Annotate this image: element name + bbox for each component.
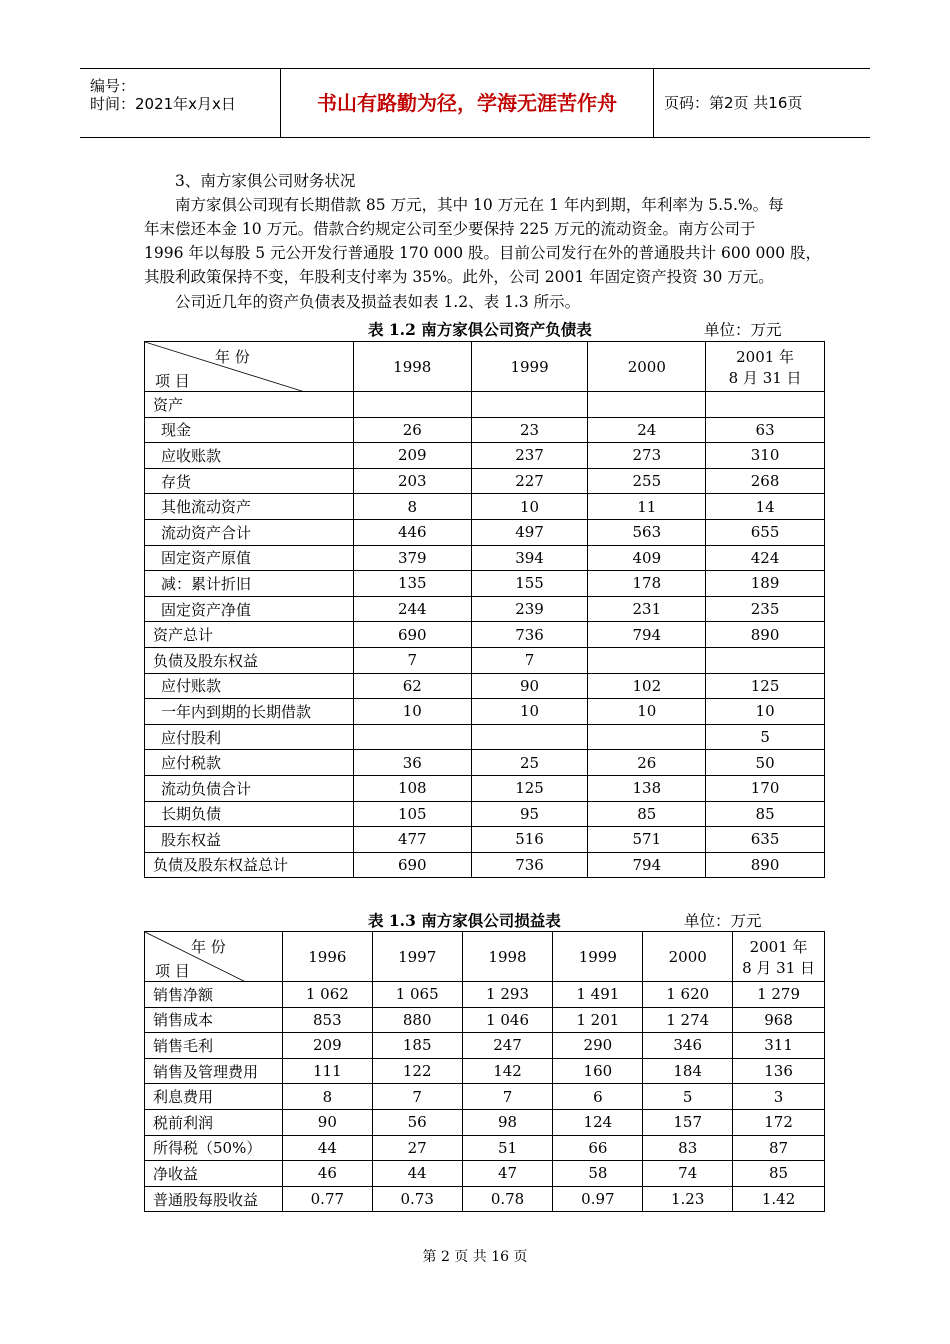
value-cell: 11 [588, 494, 706, 520]
table-row [145, 982, 825, 1008]
row-label: 负债及股东权益 [145, 647, 354, 673]
value-cell: 10 [706, 699, 825, 725]
row-label: 长期负债 [145, 801, 354, 827]
table-row [145, 443, 825, 469]
header-left-cell [80, 69, 281, 137]
doc-number-label: 编号： [90, 77, 136, 95]
value-cell: 1.42 [733, 1186, 825, 1212]
row-label: 应收账款 [145, 443, 354, 469]
value-cell: 311 [733, 1033, 825, 1059]
value-cell: 24 [588, 417, 706, 443]
value-cell: 0.73 [372, 1186, 462, 1212]
table-row [145, 1007, 825, 1033]
value-cell: 227 [471, 468, 588, 494]
value-cell: 178 [588, 571, 706, 597]
value-cell: 1 201 [553, 1007, 643, 1033]
year-line: 8 月 31 日 [728, 368, 802, 387]
year-header [733, 932, 825, 982]
value-cell: 10 [471, 494, 588, 520]
value-cell [471, 724, 588, 750]
value-cell: 379 [353, 545, 471, 571]
value-cell: 1 293 [462, 982, 553, 1008]
value-cell: 209 [282, 1033, 372, 1059]
value-cell: 90 [471, 673, 588, 699]
year-header: 1998 [462, 932, 553, 982]
value-cell: 1 046 [462, 1007, 553, 1033]
diag-year-label: 年 份 [215, 348, 250, 366]
value-cell [588, 392, 706, 418]
row-label: 资产总计 [145, 622, 354, 648]
page-footer: 第 2 页 共 16 页 [422, 1249, 528, 1265]
year-line: 8 月 31 日 [742, 958, 816, 977]
value-cell: 1 279 [733, 982, 825, 1008]
value-cell: 170 [706, 775, 825, 801]
table-row [145, 596, 825, 622]
value-cell: 209 [353, 443, 471, 469]
value-cell: 83 [643, 1135, 733, 1161]
table-row [145, 724, 825, 750]
row-label: 一年内到期的长期借款 [145, 699, 354, 725]
row-label: 固定资产原值 [145, 545, 354, 571]
row-label: 股东权益 [145, 827, 354, 853]
diag-year-label: 年 份 [191, 938, 226, 956]
row-label: 存货 [145, 468, 354, 494]
table-row [145, 673, 825, 699]
row-label: 所得税（50%） [145, 1135, 283, 1161]
value-cell: 157 [643, 1109, 733, 1135]
table-row [145, 1109, 825, 1135]
value-cell: 58 [553, 1161, 643, 1187]
doc-time-label: 时间：2021年x月x日 [90, 95, 236, 113]
income-statement-table [144, 931, 825, 1212]
table-row [145, 519, 825, 545]
row-label: 固定资产净值 [145, 596, 354, 622]
value-cell: 853 [282, 1007, 372, 1033]
value-cell: 102 [588, 673, 706, 699]
value-cell: 44 [372, 1161, 462, 1187]
value-cell: 890 [706, 622, 825, 648]
year-header: 2000 [643, 932, 733, 982]
page-header [80, 68, 870, 138]
value-cell: 1.23 [643, 1186, 733, 1212]
value-cell: 7 [462, 1084, 553, 1110]
value-cell: 23 [471, 417, 588, 443]
value-cell [588, 724, 706, 750]
value-cell: 310 [706, 443, 825, 469]
value-cell: 27 [372, 1135, 462, 1161]
table-row [145, 1058, 825, 1084]
row-label: 销售毛利 [145, 1033, 283, 1059]
row-label: 应付税款 [145, 750, 354, 776]
table13-unit: 单位：万元 [684, 912, 762, 930]
value-cell: 10 [471, 699, 588, 725]
value-cell [706, 647, 825, 673]
value-cell: 290 [553, 1033, 643, 1059]
year-header: 1999 [553, 932, 643, 982]
value-cell: 446 [353, 519, 471, 545]
value-cell: 409 [588, 545, 706, 571]
value-cell: 10 [353, 699, 471, 725]
year-header: 1999 [471, 342, 588, 392]
year-header: 1997 [372, 932, 462, 982]
row-label: 净收益 [145, 1161, 283, 1187]
table-row [145, 1033, 825, 1059]
value-cell: 172 [733, 1109, 825, 1135]
table-row [145, 827, 825, 853]
value-cell [471, 392, 588, 418]
diag-item-label: 项 目 [155, 962, 190, 980]
diag-item-label: 项 目 [155, 372, 190, 390]
table-row [145, 392, 825, 418]
value-cell: 273 [588, 443, 706, 469]
value-cell: 0.78 [462, 1186, 553, 1212]
paragraph-line: 公司近几年的资产负债表及损益表如表 1.2、表 1.3 所示。 [175, 293, 581, 311]
value-cell [353, 392, 471, 418]
value-cell [353, 724, 471, 750]
value-cell: 142 [462, 1058, 553, 1084]
value-cell: 880 [372, 1007, 462, 1033]
value-cell: 239 [471, 596, 588, 622]
value-cell: 794 [588, 622, 706, 648]
value-cell: 736 [471, 852, 588, 878]
value-cell: 5 [706, 724, 825, 750]
row-label: 流动资产合计 [145, 519, 354, 545]
row-label: 利息费用 [145, 1084, 283, 1110]
value-cell: 890 [706, 852, 825, 878]
value-cell: 124 [553, 1109, 643, 1135]
value-cell: 1 062 [282, 982, 372, 1008]
table-row [145, 468, 825, 494]
value-cell: 125 [471, 775, 588, 801]
paragraph-line: 1996 年以每股 5 元公开发行普通股 170 000 股。目前公司发行在外的普通股共计 600 000 股， [144, 244, 821, 262]
table-row [145, 1135, 825, 1161]
value-cell: 135 [353, 571, 471, 597]
value-cell: 44 [282, 1135, 372, 1161]
value-cell: 255 [588, 468, 706, 494]
value-cell: 655 [706, 519, 825, 545]
table-row [145, 1161, 825, 1187]
value-cell: 36 [353, 750, 471, 776]
value-cell: 136 [733, 1058, 825, 1084]
value-cell: 26 [353, 417, 471, 443]
paragraph-line: 其股利政策保持不变，年股利支付率为 35%。此外，公司 2001 年固定资产投资 30 万元。 [144, 268, 774, 286]
value-cell: 111 [282, 1058, 372, 1084]
value-cell: 7 [471, 647, 588, 673]
value-cell: 85 [733, 1161, 825, 1187]
paragraph-line: 南方家俱公司现有长期借款 85 万元，其中 10 万元在 1 年内到期，年利率为 5.5.%。每 [175, 196, 784, 214]
value-cell: 394 [471, 545, 588, 571]
row-label: 销售净额 [145, 982, 283, 1008]
value-cell: 105 [353, 801, 471, 827]
value-cell: 87 [733, 1135, 825, 1161]
value-cell: 635 [706, 827, 825, 853]
section-heading: 3、南方家俱公司财务状况 [175, 172, 356, 190]
header-motto: 书山有路勤为径，学海无涯苦作舟 [281, 69, 654, 137]
value-cell: 7 [353, 647, 471, 673]
row-label: 减：累计折旧 [145, 571, 354, 597]
row-label: 现金 [145, 417, 354, 443]
year-header: 1998 [353, 342, 471, 392]
balance-sheet-table [144, 341, 825, 878]
value-cell: 203 [353, 468, 471, 494]
value-cell [588, 647, 706, 673]
table-row [145, 699, 825, 725]
value-cell: 74 [643, 1161, 733, 1187]
year-header [706, 342, 825, 392]
value-cell: 968 [733, 1007, 825, 1033]
value-cell: 231 [588, 596, 706, 622]
value-cell: 497 [471, 519, 588, 545]
value-cell: 1 620 [643, 982, 733, 1008]
row-label: 应付账款 [145, 673, 354, 699]
value-cell: 14 [706, 494, 825, 520]
value-cell: 346 [643, 1033, 733, 1059]
value-cell: 155 [471, 571, 588, 597]
value-cell: 0.97 [553, 1186, 643, 1212]
table-row [145, 647, 825, 673]
value-cell: 5 [643, 1084, 733, 1110]
value-cell: 138 [588, 775, 706, 801]
header-page-label: 页码：第2页 共16页 [664, 94, 803, 112]
value-cell: 247 [462, 1033, 553, 1059]
year-header: 2000 [588, 342, 706, 392]
table-row [145, 1084, 825, 1110]
year-header: 1996 [282, 932, 372, 982]
row-label: 其他流动资产 [145, 494, 354, 520]
table-row [145, 852, 825, 878]
value-cell: 90 [282, 1109, 372, 1135]
table-row [145, 494, 825, 520]
row-label: 销售及管理费用 [145, 1058, 283, 1084]
table12-unit: 单位：万元 [704, 321, 782, 339]
value-cell: 46 [282, 1161, 372, 1187]
value-cell: 10 [588, 699, 706, 725]
year-line: 2001 年 [736, 347, 795, 366]
value-cell: 62 [353, 673, 471, 699]
value-cell: 736 [471, 622, 588, 648]
value-cell: 1 065 [372, 982, 462, 1008]
value-cell: 160 [553, 1058, 643, 1084]
table-header-row [145, 342, 825, 392]
year-line: 2001 年 [749, 937, 808, 956]
table-row [145, 801, 825, 827]
row-label: 税前利润 [145, 1109, 283, 1135]
row-label: 应付股利 [145, 724, 354, 750]
value-cell: 690 [353, 622, 471, 648]
row-label: 资产 [145, 392, 354, 418]
value-cell: 563 [588, 519, 706, 545]
value-cell: 125 [706, 673, 825, 699]
value-cell: 185 [372, 1033, 462, 1059]
table12-caption: 表 1.2 南方家俱公司资产负债表 [368, 320, 592, 339]
value-cell: 0.77 [282, 1186, 372, 1212]
diagonal-header-cell [145, 342, 354, 392]
value-cell: 122 [372, 1058, 462, 1084]
table-row [145, 417, 825, 443]
value-cell: 66 [553, 1135, 643, 1161]
row-label: 流动负债合计 [145, 775, 354, 801]
row-label: 普通股每股收益 [145, 1186, 283, 1212]
row-label: 销售成本 [145, 1007, 283, 1033]
value-cell: 8 [353, 494, 471, 520]
value-cell: 690 [353, 852, 471, 878]
value-cell: 184 [643, 1058, 733, 1084]
value-cell: 6 [553, 1084, 643, 1110]
value-cell: 63 [706, 417, 825, 443]
diagonal-header-cell [145, 932, 283, 982]
value-cell: 108 [353, 775, 471, 801]
value-cell: 85 [706, 801, 825, 827]
table-row [145, 545, 825, 571]
table-row [145, 775, 825, 801]
value-cell: 244 [353, 596, 471, 622]
value-cell: 516 [471, 827, 588, 853]
table-header-row [145, 932, 825, 982]
table-row [145, 571, 825, 597]
table-row [145, 622, 825, 648]
value-cell: 424 [706, 545, 825, 571]
value-cell: 47 [462, 1161, 553, 1187]
value-cell: 95 [471, 801, 588, 827]
value-cell: 85 [588, 801, 706, 827]
value-cell: 25 [471, 750, 588, 776]
value-cell: 189 [706, 571, 825, 597]
value-cell: 235 [706, 596, 825, 622]
value-cell: 477 [353, 827, 471, 853]
value-cell: 794 [588, 852, 706, 878]
value-cell: 50 [706, 750, 825, 776]
table13-caption: 表 1.3 南方家俱公司损益表 [368, 911, 561, 930]
table-row [145, 750, 825, 776]
value-cell: 268 [706, 468, 825, 494]
value-cell: 1 491 [553, 982, 643, 1008]
value-cell: 571 [588, 827, 706, 853]
value-cell: 51 [462, 1135, 553, 1161]
value-cell: 237 [471, 443, 588, 469]
value-cell [706, 392, 825, 418]
row-label: 负债及股东权益总计 [145, 852, 354, 878]
paragraph-line: 年末偿还本金 10 万元。借款合约规定公司至少要保持 225 万元的流动资金。南方公司于 [144, 220, 756, 238]
value-cell: 98 [462, 1109, 553, 1135]
value-cell: 7 [372, 1084, 462, 1110]
value-cell: 3 [733, 1084, 825, 1110]
value-cell: 56 [372, 1109, 462, 1135]
value-cell: 1 274 [643, 1007, 733, 1033]
value-cell: 8 [282, 1084, 372, 1110]
table-row [145, 1186, 825, 1212]
value-cell: 26 [588, 750, 706, 776]
